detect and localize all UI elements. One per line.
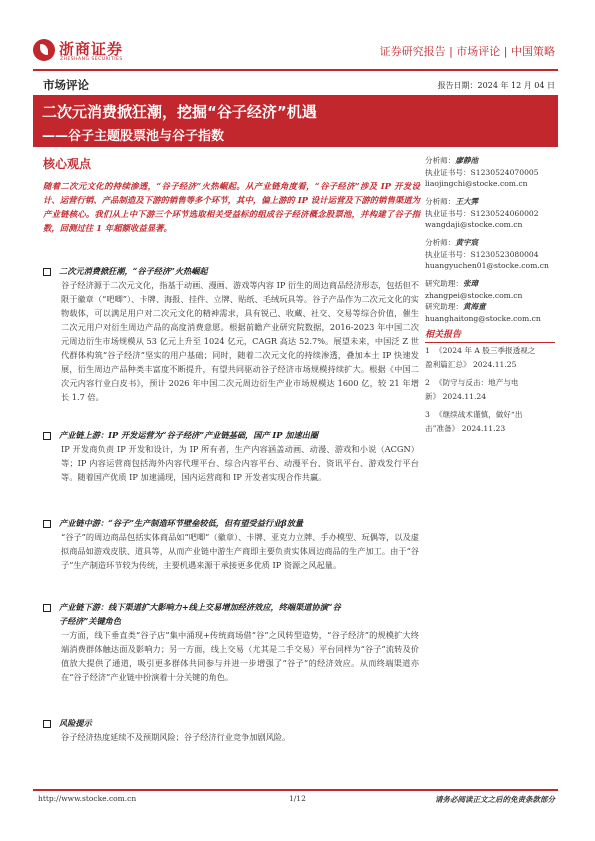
checkbox-bullet-icon [43, 720, 51, 728]
related-report-link[interactable]: 2 《防守与反击：地产与电 新》 2024.11.24 [425, 378, 519, 401]
page-title: 二次元消费掀狂潮，挖掘“谷子经济”机遇 [42, 103, 317, 121]
section-body: 谷子经济热度延续不及预期风险；谷子经济行业竞争加剧风险。 [61, 732, 291, 742]
header-category: 证券研究报告 | 市场评论 | 中国策略 [379, 45, 555, 58]
section-body: 谷子经济源于二次元文化，指基于动画、漫画、游戏等内容 IP 衍生的周边商品经济形态，包括但不限于徽章（“吧唧”）、卡牌、海报、挂件、立牌、贴纸、毛绒玩具等。谷子产品作为二次元文化的实物载体，可以满足用户对二次元文化的精神需求，具有锐己、收藏、社交、交易等综合价值，催生二次元用户对衍生周边产品的高度消费意愿。根据前瞻产业研究院数据，2016-2023 年中国二次元周边衍生市场规模从 53 亿元上升至 1024 亿元，CAGR 高达 52.7%。展望未来，中国泛 Z 世代群体构筑“谷子经济”坚实的用户基础；同时，随着二次元文化的持续渗透，叠加本土 IP 快速发展，衍生周边产品种类丰富度不断提升，有望共同驱动谷子经济市场规模持续扩大。根据《中国二次元内容行业白皮书》，预计 2026 年中国二次元周边衍生产业市场规模达 1600 亿，较 21 年增长 1.7 倍。 [61, 280, 419, 402]
checkbox-bullet-icon [43, 268, 51, 276]
related-reports-heading: 相关报告 [425, 327, 555, 343]
page-subtitle: ——谷子主题股票池与谷子指数 [42, 129, 225, 144]
logo-mark-icon [33, 39, 55, 61]
section-body: 一方面，线下垂直类“谷子店”集中涌现+传统商场借“谷”之风转型造势，“谷子经济”的规模扩大终端消费群体触达面及影响力；另一方面，线上交易（尤其是二手交易）平台同样为“谷子”流转及价值放大提供了通道，吸引更多群体共同参与并进一步增强了“谷子”的经济效应。从而终端渠道亦在“谷子经济”产业链中扮演着十分关键的角色。 [61, 630, 419, 682]
section-heading: 产业链中游：“谷子”生产制造环节壁垒较低，但有望受益行业β放量 [43, 516, 303, 530]
section-heading: 二次元消费掀狂潮，“谷子经济”火热崛起 [43, 264, 208, 278]
page-number: 1/12 [289, 794, 306, 803]
section-heading: 产业链下游：线下渠道扩大影响力+线上交易增加经济效应，终端渠道协演“谷 子经济”关键角色 [43, 600, 341, 628]
related-report-link[interactable]: 3 《继续战术谨慎，做好“出 击”准备》 2024.11.23 [425, 410, 523, 433]
logo-subtext: ZHESHANG SECURITIES [60, 57, 123, 62]
assistant-block: 研究助理：黄海童 huanghaitong@stocke.com.cn [425, 302, 541, 323]
analyst-block: 分析师：黄宇宸 执业证书号：S1230523080004 huangyuchen01@stocke.com.cn [425, 238, 549, 270]
logo-text: 浙商证券 [59, 40, 124, 58]
section-heading: 产业链上游：IP 开发运营为“谷子经济”产业链基础，国产 IP 加速出圈 [43, 428, 318, 442]
checkbox-bullet-icon [43, 520, 51, 528]
assistant-block: 研究助理：张璋 zhangpei@stocke.com.cn [425, 279, 523, 300]
footer-rule [33, 789, 558, 791]
section-body: “谷子”的周边商品包括实体商品如“吧唧”（徽章）、卡牌、亚克力立牌、手办模型、玩偶等，以及虚拟商品如游戏皮肤、道具等，从而产业链中游生产商即主要负责实体周边商品的生产加工。由于“谷子”生产制造环节较为传统，主要机遇来源于承接更多优质 IP 资源之风起量。 [61, 532, 419, 570]
doc-type: 市场评论 [43, 78, 89, 92]
checkbox-bullet-icon [43, 604, 51, 612]
section-heading: 风险提示 [43, 716, 92, 730]
report-date: 报告日期：2024 年 12 月 04 日 [437, 81, 555, 90]
summary-paragraph: 随着二次元文化的持续渗透，“谷子经济”火热崛起。从产业链角度看，“谷子经济”涉及 IP 开发设计、运营行销、产品制造及下游的销售等多个环节，其中，偏上游的 IP 设计运营及下游的销售渠道为产业链核心。我们从上中下游三个环节选取相关受益标的组成谷子经济概念股票池，并构建了谷子指数，回测过往 1 年超额收益显著。 [43, 181, 420, 233]
footer-disclaimer: 请务必阅读正文之后的免责条款部分 [435, 795, 555, 804]
analyst-block: 分析师：廖静池 执业证书号：S1230524070005 liaojingchi@stocke.com.cn [425, 156, 539, 188]
checkbox-bullet-icon [43, 432, 51, 440]
company-logo [33, 37, 125, 67]
related-report-link[interactable]: 1 《2024 年 A 股三季报透视之 盈利篇汇总》 2024.11.25 [425, 346, 536, 369]
key-points-heading: 核心观点 [43, 157, 92, 171]
header-rule [33, 69, 558, 71]
analyst-block: 分析师：王大霁 执业证书号：S1230524060002 wangdaji@stocke.com.cn [425, 197, 539, 229]
footer-url[interactable]: http://www.stocke.com.cn [38, 794, 137, 803]
section-body: IP 开发商负责 IP 开发和设计，为 IP 所有者，生产内容涵盖动画、动漫、游戏和小说（ACGN）等；IP 内容运营商包括海外内容代理平台、综合内容平台、动漫平台、资讯平台、游戏发行平台等。随着国产优质 IP 加速涌现，国内运营商和 IP 开发者实现合作共赢。 [61, 444, 419, 482]
